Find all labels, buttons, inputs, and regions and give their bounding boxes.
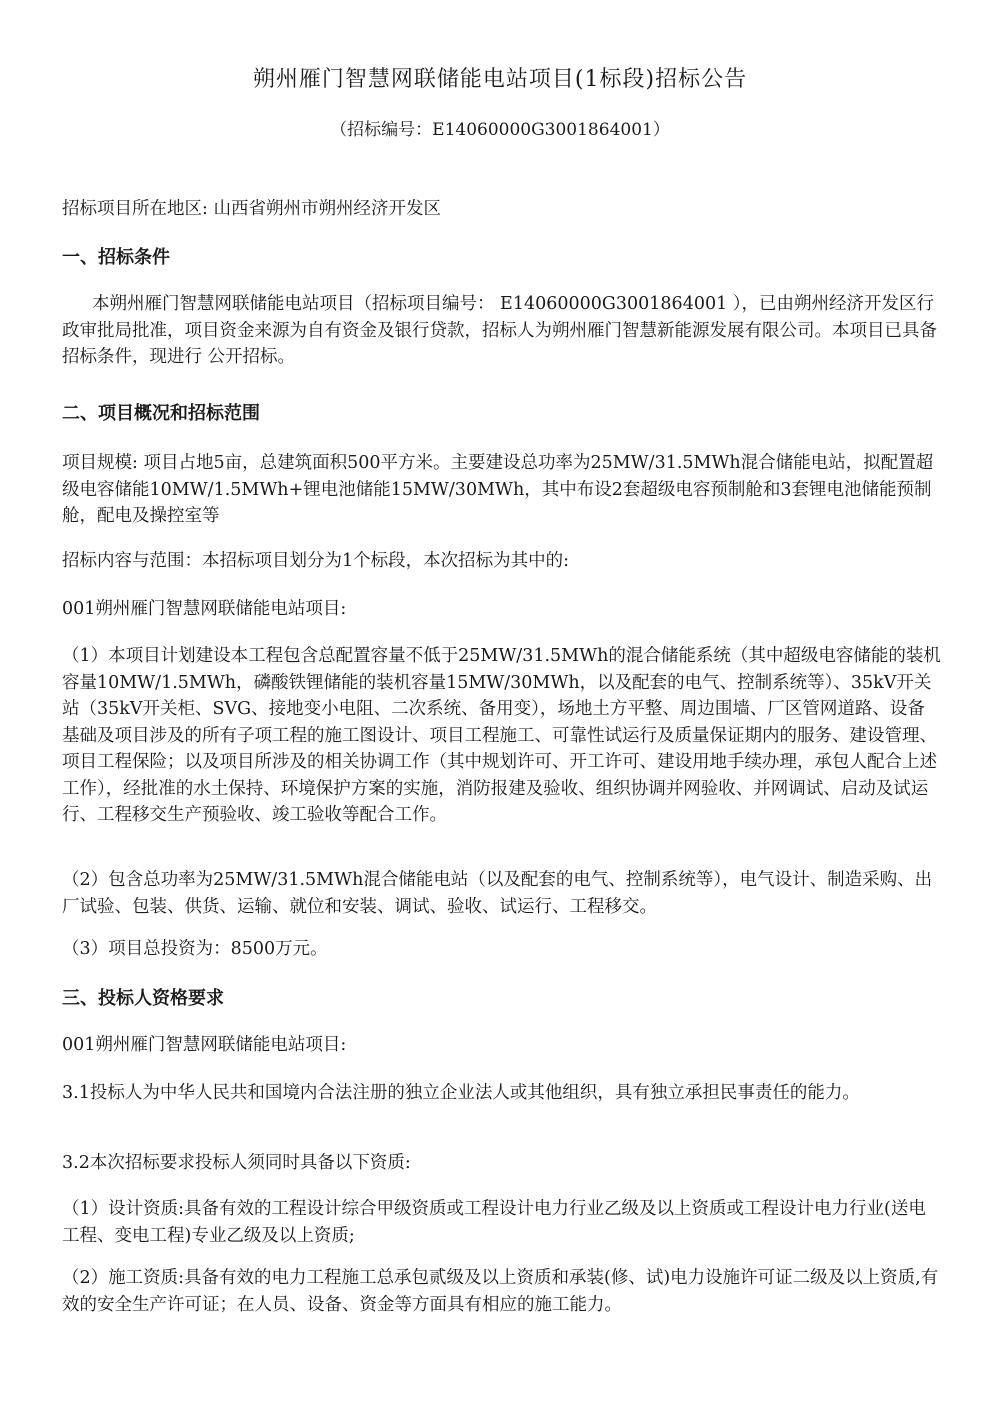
- scope-item-3: （3）项目总投资为：8500万元。: [62, 939, 328, 959]
- section-2-heading: 二、项目概况和招标范围: [62, 403, 260, 424]
- lot-name: 001朔州雁门智慧网联储能电站项目:: [62, 599, 347, 619]
- scope-item-1: （1）本项目计划建设本工程包含总配置容量不低于25MW/31.5MWh的混合储能系统（其中超级电容储能的装机容量10MW/1.5MWh，磷酸铁锂储能的装机容量15MW/30MWh，以及配套的电气、控制系统等）、35kV开关站（35kV开关柜、SVG、接地变小电阻、二次系统、备用变），场地土方平整、周边围墙、厂区管网道路、设备基础及项目涉及的所有子项工程的施工图设计、项目工程施工、可靠性试运行及质量保证期内的服务、建设管理、项目工程保险；以及项目所涉及的相关协调工作（其中规划许可、开工许可、建设用地手续办理，承包人配合上述工作），经批准的水土保持、环境保护方案的实施，消防报建及验收、组织协调并网验收、并网调试、启动及试运行、工程移交生产预验收、竣工验收等配合工作。: [62, 646, 941, 825]
- scope-intro: 招标内容与范围：本招标项目划分为1个标段，本次招标为其中的:: [62, 551, 570, 571]
- qualification-2: （2）施工资质:具备有效的电力工程施工总承包贰级及以上资质和承装(修、试)电力设施许可证二级及以上资质,有效的安全生产许可证；在人员、设备、资金等方面具有相应的施工能力。: [62, 1268, 939, 1315]
- scope-item-2: （2）包含总功率为25MW/31.5MWh混合储能电站（以及配套的电气、控制系统等），电气设计、制造采购、出厂试验、包装、供货、运输、就位和安装、调试、验收、试运行、工程移交。: [62, 870, 933, 917]
- tender-number: （招标编号：E14060000G3001864001）: [330, 120, 670, 140]
- project-scale: 项目规模: 项目占地5亩，总建筑面积500平方米。主要建设总功率为25MW/31.5MWh混合储能电站，拟配置超级电容储能10MW/1.5MWh+锂电池储能15MW/30MWh，其中布设2套超级电容预制舱和3套锂电池储能预制舱，配电及操控室等: [62, 453, 934, 526]
- project-location: 招标项目所在地区: 山西省朔州市朔州经济开发区: [62, 199, 441, 219]
- requirement-3-1: 3.1投标人为中华人民共和国境内合法注册的独立企业法人或其他组织，具有独立承担民事责任的能力。: [62, 1083, 860, 1103]
- section-3-heading: 三、投标人资格要求: [62, 988, 224, 1009]
- qualification-1: （1）设计资质:具备有效的工程设计综合甲级资质或工程设计电力行业乙级及以上资质或工程设计电力行业(送电工程、变电工程)专业乙级及以上资质;: [62, 1199, 926, 1246]
- lot-name-2: 001朔州雁门智慧网联储能电站项目:: [62, 1035, 347, 1055]
- requirement-3-2: 3.2本次招标要求投标人须同时具备以下资质:: [62, 1153, 411, 1173]
- document-title: 朔州雁门智慧网联储能电站项目(1标段)招标公告: [252, 67, 748, 92]
- section-1-body: 本朔州雁门智慧网联储能电站项目（招标项目编号： E14060000G3001864001 ），已由朔州经济开发区行政审批局批准，项目资金来源为自有资金及银行贷款，招标人为朔州雁门智慧新能源发展有限公司。本项目已具备招标条件，现进行 公开招标。: [62, 294, 937, 367]
- section-1-heading: 一、招标条件: [62, 247, 170, 268]
